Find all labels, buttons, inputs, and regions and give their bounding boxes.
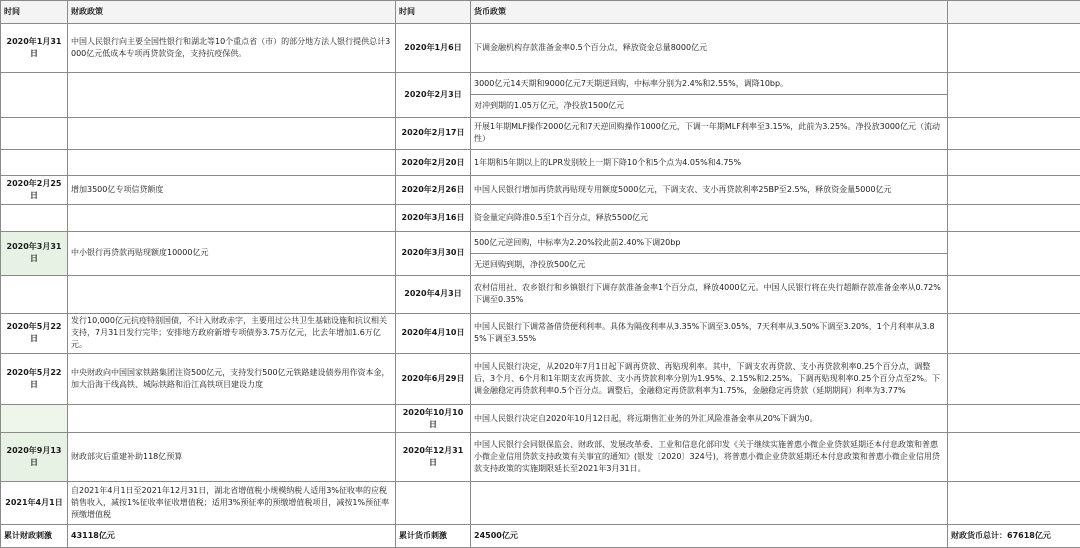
header-time-left: 时间 — [1, 1, 68, 24]
extra-cell — [948, 23, 1080, 72]
fiscal-text: 中小银行再贷款再贴现额度10000亿元 — [68, 231, 396, 275]
header-monetary-policy: 货币政策 — [471, 1, 948, 24]
monetary-text: 中国人民银行决定，从2020年7月1日起下调再贷款、再贴现利率。其中，下调支农再贷款、支小再贷款利率0.25个百分点，调整后，3个月、6个月和1年期支农再贷款、支小再贷款利率分别为1.95%、2.15%和2.25%。下调再贴现利率0.25个百分点至2%。下调金融稳定再贷款利率0.5个百分点。调整后，金融稳定再贷款利率为1.75%，金融稳定再贷款（延期期间）利率为3.77% — [471, 353, 948, 404]
extra-cell — [948, 482, 1080, 525]
monetary-date: 2020年2月17日 — [396, 117, 471, 149]
extra-cell — [948, 205, 1080, 232]
fiscal-text: 自2021年4月1日至2021年12月31日，湖北省增值税小规模纳税人适用3%征收率的应税销售收入，减按1%征收率征收增值税；适用3%预征率的预缴增值税项目，减按1%预征率预缴增值税 — [68, 482, 396, 525]
table-row — [1, 482, 1080, 525]
fiscal-text — [68, 205, 396, 232]
monetary-date: 2020年6月29日 — [396, 353, 471, 404]
extra-cell — [948, 176, 1080, 205]
monetary-date: 2020年4月3日 — [396, 275, 471, 313]
monetary-text: 中国人民银行下调常备借贷便利利率。具体为隔夜利率从3.35%下调至3.05%，7天利率从3.50%下调至3.20%，1个月利率从3.85%下调至3.55% — [471, 313, 948, 353]
fiscal-text: 发行10,000亿元抗疫特别国债，不计入财政赤字，主要用过公共卫生基础设施和抗议相关支持，7月31日发行完毕；安排地方政府新增专项债券3.75万亿元，比去年增加1.6万亿元。 — [68, 313, 396, 353]
fiscal-date: 2020年5月22日 — [1, 353, 68, 404]
extra-cell — [948, 231, 1080, 275]
table-row — [1, 432, 1080, 481]
monetary-text-secondary: 对冲到期的1.05万亿元，净投放1500亿元 — [471, 95, 948, 118]
table-row — [1, 313, 1080, 353]
monetary-date: 2020年4月10日 — [396, 313, 471, 353]
header-row — [1, 1, 1080, 24]
monetary-date: 2020年3月30日 — [396, 231, 471, 275]
table-row — [1, 117, 1080, 149]
monetary-text: 农村信用社、农乡银行和乡镇银行下调存款准备金率1个百分点，释放4000亿元。中国人民银行将在央行超额存款准备金率从0.72%下调至0.35% — [471, 275, 948, 313]
extra-cell — [948, 353, 1080, 404]
fiscal-text — [68, 149, 396, 176]
monetary-text: 3000亿元14天期和9000亿元7天期逆回购，中标率分别为2.4%和2.55%，调降10bp。 — [471, 72, 948, 95]
table-row — [1, 405, 1080, 433]
monetary-date: 2020年1月6日 — [396, 23, 471, 72]
fiscal-date — [1, 117, 68, 149]
monetary-text: 中国人民银行决定自2020年10月12日起，将远期售汇业务的外汇风险准备金率从20%下调为0。 — [471, 405, 948, 433]
fiscal-text: 增加3500亿专项信贷额度 — [68, 176, 396, 205]
monetary-date — [396, 482, 471, 525]
fiscal-text — [68, 72, 396, 117]
extra-cell — [948, 405, 1080, 433]
extra-cell — [948, 275, 1080, 313]
header-time-right: 时间 — [396, 1, 471, 24]
table-row — [1, 231, 1080, 254]
fiscal-date: 2021年4月1日 — [1, 482, 68, 525]
monetary-text: 资金量定向降准0.5至1个百分点，释放5500亿元 — [471, 205, 948, 232]
fiscal-text: 中央财政向中国国家铁路集团注资500亿元，支持发行500亿元铁路建设债券用作资本金，加大沿海干线高铁、城际铁路和沿江高铁项目建设力度 — [68, 353, 396, 404]
table-row — [1, 149, 1080, 176]
fiscal-date: 2020年9月13日 — [1, 432, 68, 481]
monetary-text: 开展1年期MLF操作2000亿元和7天逆回购操作1000亿元，下调一年期MLF利率至3.15%，此前为3.25%。净投放3000亿元（流动性） — [471, 117, 948, 149]
table-row — [1, 72, 1080, 95]
monetary-text: 下调金融机构存款准备金率0.5个百分点，释放资金总量8000亿元 — [471, 23, 948, 72]
monetary-date: 2020年3月16日 — [396, 205, 471, 232]
fiscal-total-label: 累计财政刺激 — [1, 525, 68, 548]
header-fiscal-policy: 财政政策 — [68, 1, 396, 24]
fiscal-date: 2020年3月31日 — [1, 231, 68, 275]
header-extra-cell — [948, 1, 1080, 24]
fiscal-date: 2020年5月22日 — [1, 313, 68, 353]
fiscal-text — [68, 117, 396, 149]
fiscal-text: 中国人民银行向主要全国性银行和湖北等10个重点省（市）的部分地方法人银行提供总计3000亿元低成本专项再贷款资金，支持抗疫保供。 — [68, 23, 396, 72]
monetary-text-secondary: 无逆回购到期，净投放500亿元 — [471, 254, 948, 276]
extra-cell — [948, 313, 1080, 353]
fiscal-date — [1, 275, 68, 313]
fiscal-text — [68, 405, 396, 433]
monetary-total-value: 24500亿元 — [471, 525, 948, 548]
monetary-text: 1年期和5年期以上的LPR发别较上一期下降10个和5个点为4.05%和4.75% — [471, 149, 948, 176]
monetary-text: 500亿元逆回购，中标率为2.20%较此前2.40%下调20bp — [471, 231, 948, 254]
monetary-text — [471, 482, 948, 525]
extra-cell — [948, 149, 1080, 176]
table-row — [1, 205, 1080, 232]
grand-total: 财政货币总计：67618亿元 — [948, 525, 1080, 548]
fiscal-date — [1, 405, 68, 433]
fiscal-date — [1, 205, 68, 232]
fiscal-total-value: 43118亿元 — [68, 525, 396, 548]
fiscal-text — [68, 275, 396, 313]
monetary-text: 中国人民银行增加再贷款再贴现专用额度5000亿元，下调支农、支小再贷款利率25BP至2.5%，释放资金量5000亿元 — [471, 176, 948, 205]
monetary-date: 2020年2月26日 — [396, 176, 471, 205]
fiscal-date: 2020年1月31日 — [1, 23, 68, 72]
table-row — [1, 275, 1080, 313]
fiscal-text: 财政部灾后重建补助118亿预算 — [68, 432, 396, 481]
extra-cell — [948, 117, 1080, 149]
monetary-date: 2020年2月3日 — [396, 72, 471, 117]
table-row — [1, 23, 1080, 72]
monetary-date: 2020年12月31日 — [396, 432, 471, 481]
extra-cell — [948, 72, 1080, 117]
monetary-total-label: 累计货币刺激 — [396, 525, 471, 548]
table-row — [1, 176, 1080, 205]
fiscal-date — [1, 149, 68, 176]
fiscal-date — [1, 72, 68, 117]
monetary-date: 2020年2月20日 — [396, 149, 471, 176]
table-row — [1, 353, 1080, 404]
fiscal-date: 2020年2月25日 — [1, 176, 68, 205]
monetary-date: 2020年10月10日 — [396, 405, 471, 433]
totals-row — [1, 525, 1080, 548]
extra-cell — [948, 432, 1080, 481]
monetary-text: 中国人民银行会同银保监会、财政部、发展改革委、工业和信息化部印发《关于继续实施普惠小微企业贷款延期还本付息政策和普惠小微企业信用贷款支持政策有关事宜的通知》(银发〔2020〕324号)，将普惠小微企业贷款延期还本付息政策和普惠小微企业信用贷款支持政策的实施期限延长至2021年3月31日。 — [471, 432, 948, 481]
